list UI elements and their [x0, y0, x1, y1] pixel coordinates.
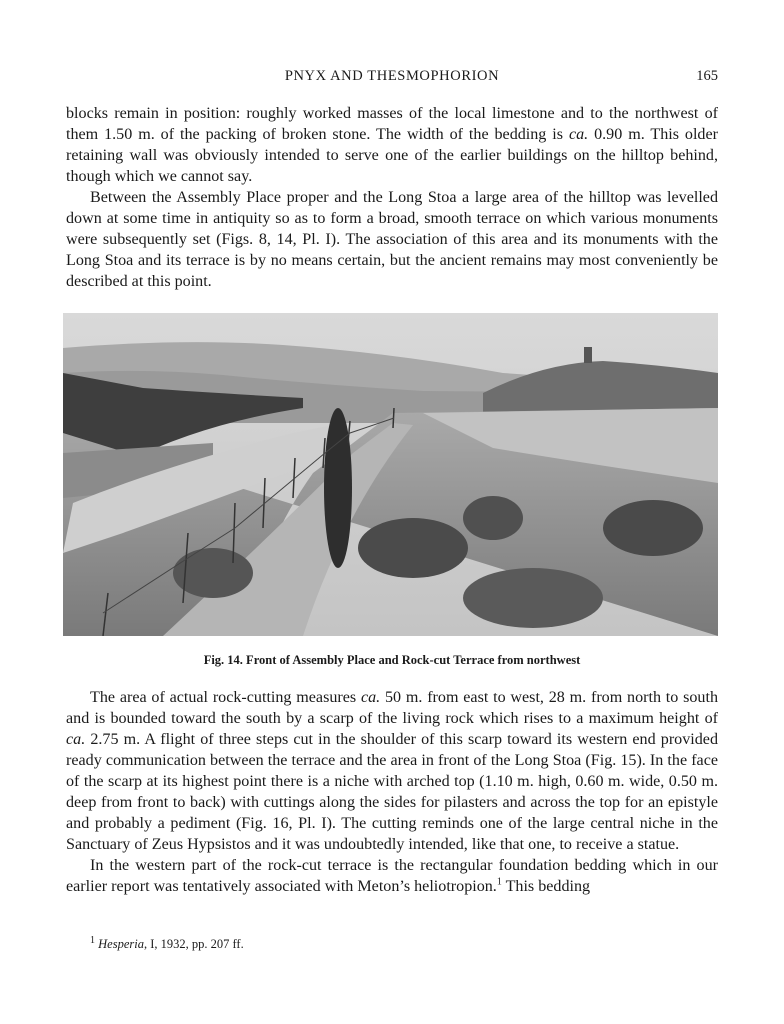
figure-caption: Fig. 14. Front of Assembly Place and Rock-cut Terrace from northwest	[203, 653, 581, 667]
paragraph-3-text-a: The area of actual rock-cutting measures	[90, 689, 361, 706]
footnote	[90, 934, 718, 952]
paragraph-2: Between the Assembly Place proper and the Long Stoa a large area of the hilltop was levelled down at some time in antiquity so as to form a broad, smooth terrace on which various monuments were subsequently set (Figs. 8, 14, Pl. I). The association of this area and its monuments with the Long Stoa and its terrace is by no means certain, but the ancient remains may most conveniently be described at this point.	[66, 189, 718, 290]
abbrev-ca: ca.	[568, 126, 589, 143]
paragraph-3	[66, 687, 718, 855]
running-head	[66, 68, 718, 88]
footnote-marker: 1	[90, 934, 95, 946]
running-title: PNYX AND THESMOPHORION	[284, 68, 500, 84]
paragraph-3-text-c: 2.75 m. A flight of three steps cut in the shoulder of this scarp toward its western end provided ready communication between the terrace and the area in front of the Long Stoa (Fig. 15). In the face of the scarp at its highest point there is a niche with arched top (1.10 m. high, 0.60 m. wide, 0.50 m. deep from front to back) with cuttings along the sides for pilasters and across the top for an epistyle and probably a pediment (Fig. 16, Pl. I). The cutting reminds one of the large central niche in the Sanctuary of Zeus Hypsistos and it was undoubtedly intended, like that one, to receive a statue.	[66, 731, 718, 853]
paragraph-3-text-b: 50 m. from east to west, 28 m. from north to south and is bounded toward the south by a scarp of the living rock which rises to a maximum height of	[66, 689, 718, 727]
paragraph-1-text: blocks remain in position: roughly worked masses of the local limestone and to the northwest of them 1.50 m. of the packing of broken stone. The width of the bedding is	[66, 105, 718, 143]
paragraph-4	[66, 855, 718, 897]
paragraph-1	[66, 103, 718, 187]
abbrev-ca: ca.	[360, 689, 381, 706]
body-text-bottom	[66, 687, 718, 897]
abbrev-ca: ca.	[66, 731, 86, 748]
footnote-journal: Hesperia	[98, 937, 144, 951]
paragraph-1-end: 0.90 m. This older retaining wall was obviously intended to serve one of the earlier buildings on the hilltop behind, though which we cannot say.	[66, 126, 718, 185]
paragraph-4-text-a: In the western part of the rock-cut terrace is the rectangular foundation bedding which in our earlier report was tentatively associated with Meton’s heliotropion.	[66, 857, 718, 895]
body-text-top	[66, 103, 718, 292]
page-number: 165	[696, 68, 718, 84]
figure-photo	[63, 313, 718, 636]
footnote-ref: 1	[496, 876, 502, 888]
footnote-text: , I, 1932, pp. 207 ff.	[143, 937, 244, 951]
paragraph-4-text-b: This bedding	[501, 878, 591, 895]
